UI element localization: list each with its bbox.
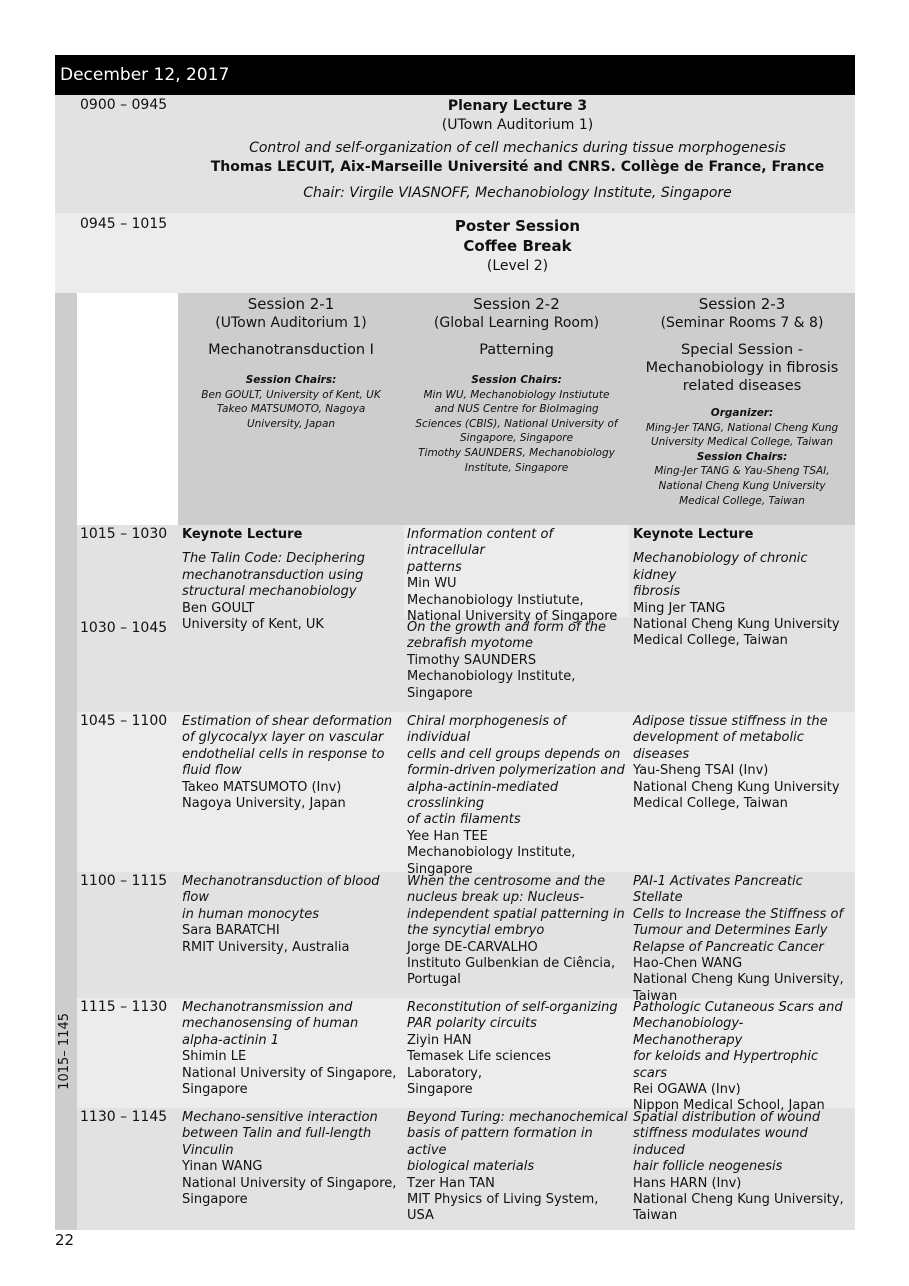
talk-affiliation: Mechanobiology Institute,	[407, 845, 576, 861]
talk-title: On the growth and form of the	[407, 620, 606, 635]
talk-affiliation: Singapore	[407, 685, 473, 701]
talk-presenter: Ben GOULT	[182, 600, 255, 616]
talk-presenter: Takeo MATSUMOTO (Inv)	[182, 779, 342, 795]
talk-presenter: Hans HARN (Inv)	[633, 1175, 742, 1191]
talk-title: Mechanotransmission and	[182, 1000, 353, 1015]
session-header-2-1	[178, 293, 404, 525]
talk-s3-1100	[633, 874, 855, 1005]
session-chair-line: Sciences (CBIS), National University of	[415, 417, 618, 430]
talk-title: Cells to Increase the Stiffness of	[633, 906, 844, 922]
talk-s3-1045	[633, 714, 855, 812]
session-chair-line: Min WU, Mechanobiology Instiutute	[423, 388, 610, 401]
talk-title: between Talin and full-length	[182, 1126, 372, 1142]
session-chair-line: Ming-Jer TANG & Yau-Sheng TSAI,	[654, 465, 830, 478]
time-label: 1015 – 1030	[80, 526, 168, 542]
talk-s2-1015	[407, 527, 629, 625]
talk-title: Information content of intracellular	[407, 527, 554, 559]
talk-affiliation: Medical College, Taiwan	[633, 796, 788, 812]
time-label: 1115 – 1130	[80, 999, 168, 1015]
talk-affiliation: RMIT University, Australia	[182, 939, 350, 955]
talk-affiliation: Singapore	[182, 1082, 248, 1098]
session-organizer-line: University Medical College, Taiwan	[650, 436, 834, 449]
talk-affiliation: Singapore	[182, 1192, 248, 1208]
talk-affiliation: Mechanobiology Instiutute,	[407, 592, 584, 608]
poster-block	[55, 213, 855, 293]
session-chairs-label: Session Chairs:	[696, 450, 788, 463]
talk-title: Mechanobiology of chronic kidney	[633, 551, 808, 583]
talk-presenter: Ziyin HAN	[407, 1032, 472, 1048]
talk-presenter: Ming Jer TANG	[633, 600, 726, 616]
talk-affiliation: National Cheng Kung University,	[633, 1192, 844, 1208]
session-organizer-label: Organizer:	[710, 407, 774, 419]
talk-title: PAR polarity circuits	[407, 1016, 537, 1032]
session-chair-line: Singapore, Singapore	[459, 432, 574, 445]
talk-title: mechanosensing of human	[182, 1016, 359, 1032]
talk-title: The Talin Code: Deciphering	[182, 551, 365, 567]
talk-s3-1115	[633, 1000, 855, 1115]
talk-presenter: Shimin LE	[182, 1049, 247, 1065]
talk-affiliation: Portugal	[407, 972, 461, 988]
talk-title: nucleus break up: Nucleus-	[407, 890, 585, 906]
time-label: 1030 – 1045	[80, 620, 168, 636]
talk-title: endothelial cells in response to	[182, 746, 385, 762]
session-name: Session 2-2	[473, 295, 560, 313]
talk-title: fluid flow	[182, 763, 242, 779]
talk-title: alpha-actinin 1	[182, 1032, 280, 1048]
session-chair-line: Medical College, Taiwan	[679, 494, 805, 507]
talk-presenter: Jorge DE-CARVALHO	[407, 939, 538, 955]
talk-affiliation: National University of Singapore	[407, 609, 618, 625]
poster-time: 0945 – 1015	[80, 216, 168, 232]
talk-presenter: Tzer Han TAN	[407, 1175, 495, 1191]
session-chair-line: National Cheng Kung University	[658, 479, 826, 492]
talk-s2-1030	[407, 620, 629, 702]
talk-s3-1130	[633, 1110, 855, 1225]
coffee-break-label: Coffee Break	[463, 237, 572, 255]
talk-presenter: Sara BARATCHI	[182, 923, 280, 939]
talk-title: Estimation of shear deformation	[182, 714, 393, 729]
talk-s1-1130	[182, 1110, 404, 1208]
talk-title: Mechanotransduction of blood flow	[182, 874, 380, 906]
plenary-venue: (UTown Auditorium 1)	[441, 117, 594, 133]
session-header-2-3	[629, 293, 855, 525]
talk-title: Chiral morphogenesis of individual	[407, 714, 566, 746]
talk-title: independent spatial patterning in	[407, 906, 625, 922]
session-chair-line: Takeo MATSUMOTO, Nagoya	[216, 403, 366, 416]
plenary-block	[55, 95, 855, 213]
talk-s1-1045	[182, 714, 404, 812]
session-chair-line: and NUS Centre for BioImaging	[434, 403, 599, 416]
talk-affiliation: University of Kent, UK	[182, 617, 324, 633]
talk-affiliation: Instituto Gulbenkian de Ciência,	[407, 956, 616, 972]
talk-presenter: Min WU	[407, 576, 457, 592]
session-venue: (UTown Auditorium 1)	[215, 315, 367, 331]
talk-title: basis of pattern formation in active	[407, 1126, 593, 1158]
talk-affiliation: Singapore	[407, 861, 473, 877]
session-chair-line: Timothy SAUNDERS, Mechanobiology	[418, 446, 615, 459]
session-topic: Special Session -	[680, 342, 804, 358]
date-label: December 12, 2017	[60, 65, 230, 85]
plenary-chair: Chair: Virgile VIASNOFF, Mechanobiology Institute, Singapore	[303, 185, 732, 201]
talk-s2-1130	[407, 1110, 629, 1225]
session-topic: Mechanotransduction I	[208, 342, 374, 358]
talk-title: hair follicle neogenesis	[633, 1159, 783, 1175]
session-venue: (Global Learning Room)	[433, 315, 600, 331]
talk-title: When the centrosome and the	[407, 874, 606, 889]
talk-title: for keloids and Hypertrophic scars	[633, 1049, 819, 1081]
plenary-title: Plenary Lecture 3	[447, 98, 588, 114]
talk-affiliation: National University of Singapore,	[182, 1065, 397, 1081]
talk-title: Beyond Turing: mechanochemical	[407, 1110, 628, 1125]
talk-title: Adipose tissue stiffness in the	[633, 714, 828, 729]
session-chairs-label: Session Chairs:	[471, 374, 562, 386]
session-header-2-2	[404, 293, 629, 525]
talk-affiliation: Temasek Life sciences Laboratory,	[407, 1049, 552, 1081]
side-time-label: 1015– 1145	[57, 1013, 72, 1090]
talk-title: patterns	[407, 559, 462, 575]
talk-title: biological materials	[407, 1159, 535, 1175]
talk-title: structural mechanobiology	[182, 584, 357, 600]
keynote-label: Keynote Lecture	[182, 527, 303, 542]
side-band	[55, 293, 77, 1230]
talk-presenter: Yau-Sheng TSAI (Inv)	[633, 763, 769, 779]
talk-affiliation: Taiwan	[633, 1208, 678, 1224]
talk-title: in human monocytes	[182, 906, 319, 922]
talk-title: mechanotransduction using	[182, 567, 364, 583]
talk-title: the syncytial embryo	[407, 923, 545, 939]
talk-title: Vinculin	[182, 1142, 234, 1158]
talk-s2-1100	[407, 874, 629, 989]
talk-title: zebrafish myotome	[407, 636, 533, 652]
talk-title: PAI-1 Activates Pancreatic Stellate	[633, 874, 803, 906]
talk-presenter: Rei OGAWA (Inv)	[633, 1082, 741, 1098]
talk-affiliation: Mechanobiology Institute,	[407, 669, 576, 685]
talk-affiliation: National Cheng Kung University	[633, 779, 840, 795]
talk-title: Mechano-sensitive interaction	[182, 1110, 378, 1125]
talk-presenter: Yinan WANG	[182, 1159, 263, 1175]
talk-title: of actin filaments	[407, 812, 521, 828]
talk-title: stiffness modulates wound induced	[633, 1126, 808, 1158]
talk-s1-1115	[182, 1000, 404, 1098]
keynote-label: Keynote Lecture	[633, 527, 754, 542]
talk-title: Pathologic Cutaneous Scars and	[633, 1000, 843, 1015]
session-name: Session 2-3	[698, 295, 786, 313]
plenary-time: 0900 – 0945	[80, 97, 168, 113]
session-chair-line: University, Japan	[246, 417, 336, 430]
talk-title: development of metabolic diseases	[633, 730, 804, 762]
talk-title: fibrosis	[633, 584, 681, 600]
talk-affiliation: Nippon Medical School, Japan	[633, 1098, 825, 1114]
talk-title: alpha-actinin-mediated crosslinking	[407, 779, 559, 812]
session-chair-line: Ben GOULT, University of Kent, UK	[201, 388, 381, 401]
page-number: 22	[55, 1231, 75, 1249]
session-topic: related diseases	[682, 378, 802, 394]
talk-s3-keynote	[633, 527, 855, 650]
talk-affiliation: Nagoya University, Japan	[182, 796, 346, 812]
plenary-talk-title: Control and self-organization of cell mechanics during tissue morphogenesis	[249, 140, 786, 156]
session-topic: Patterning	[479, 342, 554, 358]
talk-title: Spatial distribution of wound	[633, 1110, 821, 1125]
talk-affiliation: MIT Physics of Living System, USA	[407, 1192, 599, 1224]
session-topic: Mechanobiology in fibrosis	[645, 360, 839, 376]
talk-affiliation: National Cheng Kung University,	[633, 972, 844, 988]
talk-affiliation: Singapore	[407, 1082, 473, 1098]
talk-title: Tumour and Determines Early	[633, 923, 828, 939]
talk-affiliation: Taiwan	[633, 988, 678, 1004]
talk-title: Relapse of Pancreatic Cancer	[633, 939, 824, 955]
time-label: 1045 – 1100	[80, 713, 168, 729]
talk-s2-1115	[407, 1000, 629, 1098]
date-header	[55, 55, 855, 95]
talk-s2-1045	[407, 714, 629, 878]
talk-s1-1100	[182, 874, 404, 956]
session-header-blank	[77, 293, 178, 525]
session-chair-line: Institute, Singapore	[464, 461, 569, 474]
talk-title: cells and cell groups depends on	[407, 746, 621, 762]
poster-session-label: Poster Session	[454, 217, 581, 235]
talk-affiliation: National Cheng Kung University	[633, 617, 840, 633]
talk-title: Mechanobiology- Mechanotherapy	[633, 1016, 744, 1048]
time-label: 1130 – 1145	[80, 1109, 168, 1125]
talk-affiliation: Medical College, Taiwan	[633, 633, 788, 649]
poster-venue: (Level 2)	[486, 258, 549, 274]
talk-s1-keynote	[182, 527, 404, 633]
plenary-speaker: Thomas LECUIT, Aix-Marseille Université and CNRS. Collège de France, France	[210, 159, 825, 175]
time-label: 1100 – 1115	[80, 873, 168, 889]
talk-affiliation: National University of Singapore,	[182, 1175, 397, 1191]
session-venue: (Seminar Rooms 7 & 8)	[660, 315, 824, 331]
talk-presenter: Hao-Chen WANG	[633, 956, 743, 972]
session-name: Session 2-1	[247, 295, 335, 313]
talk-title: formin-driven polymerization and	[407, 763, 625, 779]
session-chairs-label: Session Chairs:	[245, 374, 337, 386]
talk-title: Reconstitution of self-organizing	[407, 1000, 618, 1015]
talk-presenter: Timothy SAUNDERS	[407, 652, 537, 668]
talk-presenter: Yee Han TEE	[407, 828, 488, 844]
session-organizer-line: Ming-Jer TANG, National Cheng Kung	[645, 421, 839, 434]
talk-title: of glycocalyx layer on vascular	[182, 730, 384, 746]
